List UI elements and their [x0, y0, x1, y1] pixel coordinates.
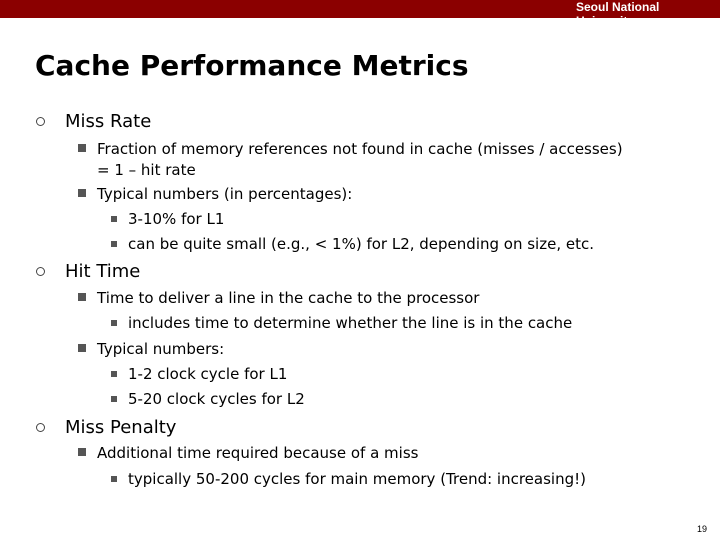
- header-bar: [0, 0, 720, 28]
- slide-title: Cache Performance Metrics: [35, 49, 469, 82]
- bullet-text: typically 50-200 cycles for main memory (Trend: increasing!): [128, 470, 586, 488]
- small-square-bullet-icon: [111, 216, 117, 222]
- bullet-l1-hit-time: [128, 364, 287, 384]
- bullet-text: 3-10% for L1: [128, 210, 225, 228]
- bullet-hit-time-definition: [97, 288, 479, 308]
- bullet-miss-rate-typical: [97, 184, 352, 204]
- bullet-l1-miss-rate: [128, 209, 224, 229]
- bullet-l2-miss-rate: [128, 234, 594, 254]
- circle-bullet-icon: [36, 423, 45, 432]
- bullet-text: = 1 – hit rate: [97, 161, 196, 179]
- page-number: 19: [697, 524, 708, 534]
- bullet-text: 1-2 clock cycle for L1: [128, 365, 288, 383]
- bullet-text: 5-20 clock cycles for L2: [128, 390, 305, 408]
- square-bullet-icon: [78, 344, 86, 352]
- bullet-miss-rate: [65, 111, 151, 133]
- circle-bullet-icon: [36, 267, 45, 276]
- bullet-hit-time-includes: [128, 313, 572, 333]
- bullet-miss-penalty-typical: [128, 469, 586, 489]
- bullet-hit-time: [65, 261, 140, 283]
- section-heading: Miss Rate: [65, 111, 152, 132]
- institution-label: Seoul National University: [576, 0, 660, 28]
- bullet-text: Additional time required because of a miss: [97, 444, 419, 462]
- bullet-text: Typical numbers (in percentages):: [97, 185, 353, 203]
- square-bullet-icon: [78, 293, 86, 301]
- bullet-text: Fraction of memory references not found in cache (misses / accesses): [97, 140, 623, 158]
- bullet-text: can be quite small (e.g., < 1%) for L2, depending on size, etc.: [128, 235, 594, 253]
- bullet-miss-penalty: [65, 417, 176, 439]
- small-square-bullet-icon: [111, 241, 117, 247]
- square-bullet-icon: [78, 189, 86, 197]
- bullet-miss-penalty-definition: [97, 443, 418, 463]
- small-square-bullet-icon: [111, 476, 117, 482]
- bullet-hit-time-typical: [97, 339, 224, 359]
- small-square-bullet-icon: [111, 320, 117, 326]
- circle-bullet-icon: [36, 117, 45, 126]
- small-square-bullet-icon: [111, 396, 117, 402]
- bullet-miss-rate-definition: [97, 139, 623, 159]
- section-heading: Miss Penalty: [65, 417, 177, 438]
- bullet-miss-rate-definition-cont: [97, 160, 196, 180]
- bullet-text: Typical numbers:: [97, 340, 225, 358]
- square-bullet-icon: [78, 448, 86, 456]
- section-heading: Hit Time: [65, 261, 141, 282]
- small-square-bullet-icon: [111, 371, 117, 377]
- square-bullet-icon: [78, 144, 86, 152]
- bullet-l2-hit-time: [128, 389, 305, 409]
- bullet-text: includes time to determine whether the line is in the cache: [128, 314, 573, 332]
- bullet-text: Time to deliver a line in the cache to the processor: [97, 289, 480, 307]
